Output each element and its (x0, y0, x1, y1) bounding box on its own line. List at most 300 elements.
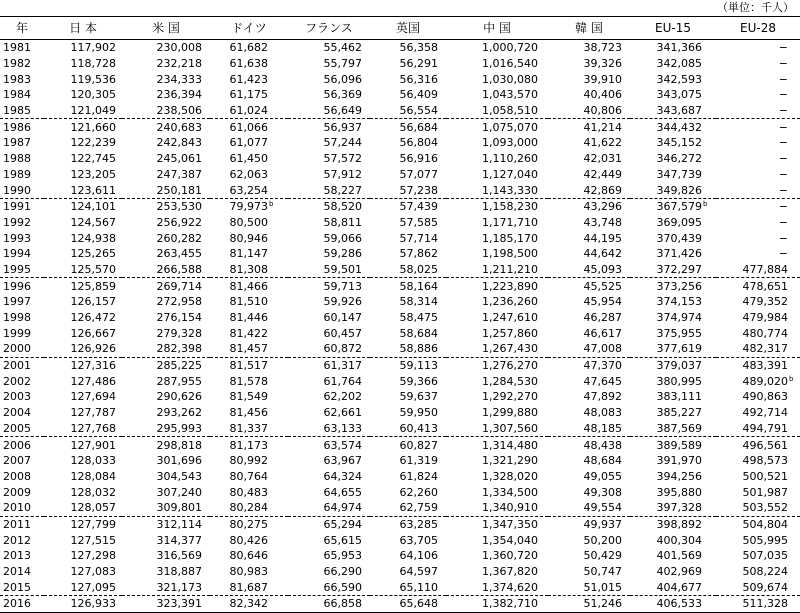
cell-value: 125,265 (70, 247, 116, 261)
cell-value: 57,585 (399, 215, 438, 229)
cell-value: − (778, 104, 788, 118)
cell-value: 64,974 (323, 501, 362, 515)
value-cell (288, 405, 370, 421)
value-cell (716, 532, 800, 548)
value-cell (716, 564, 800, 580)
cell-value: 341,366 (656, 41, 702, 55)
cell-value: − (778, 41, 788, 55)
cell-value: 479,352 (742, 295, 788, 309)
value-cell (716, 278, 800, 294)
cell-value: 56,684 (399, 120, 438, 134)
cell-value: 61,024 (229, 104, 268, 118)
value-cell (548, 453, 630, 469)
value-cell (446, 325, 548, 341)
value-cell (210, 56, 288, 72)
cell-value: 55,462 (323, 41, 362, 55)
value-cell (630, 294, 716, 310)
cell-value: 120,305 (70, 88, 116, 102)
value-cell (548, 56, 630, 72)
year-cell: 2001 (3, 359, 31, 373)
cell-value: 41,622 (583, 136, 622, 150)
value-cell (122, 294, 210, 310)
table-row (0, 389, 800, 405)
value-cell (288, 167, 370, 183)
cell-value: 269,714 (156, 279, 202, 293)
value-cell (370, 325, 446, 341)
cell-value: 61,638 (229, 57, 268, 71)
cell-value: 80,483 (229, 485, 268, 499)
cell-value: 47,370 (583, 359, 622, 373)
value-cell (210, 119, 288, 135)
cell-value: 81,337 (229, 421, 268, 435)
value-cell (44, 341, 122, 357)
value-cell (630, 389, 716, 405)
table-row (0, 516, 800, 532)
value-cell (548, 151, 630, 167)
cell-value: 81,687 (229, 580, 268, 594)
cell-value: 49,308 (583, 485, 622, 499)
value-cell (122, 182, 210, 198)
cell-value: 56,554 (399, 104, 438, 118)
value-cell (446, 579, 548, 595)
value-cell (44, 215, 122, 231)
value-cell (630, 119, 716, 135)
cell-value: 58,886 (399, 342, 438, 356)
value-cell (630, 71, 716, 87)
cell-value: 119,536 (70, 72, 116, 86)
value-cell (122, 564, 210, 580)
value-cell (370, 246, 446, 262)
value-cell (446, 230, 548, 246)
cell-value: 117,902 (70, 41, 116, 55)
value-cell (288, 357, 370, 373)
table-row (0, 167, 800, 183)
cell-value: 372,297 (656, 262, 702, 276)
cell-value: 1,058,510 (482, 104, 538, 118)
cell-value: 1,030,080 (482, 72, 538, 86)
value-cell (548, 71, 630, 87)
cell-value: 66,858 (323, 597, 362, 611)
value-cell (446, 167, 548, 183)
value-cell (716, 262, 800, 278)
cell-value: 377,619 (656, 342, 702, 356)
year-cell: 1985 (0, 103, 44, 119)
value-cell (210, 103, 288, 119)
cell-value: 379,037 (656, 359, 702, 373)
cell-value: 65,953 (323, 549, 362, 563)
cell-value: 369,095 (656, 215, 702, 229)
value-cell (44, 516, 122, 532)
value-cell (716, 246, 800, 262)
cell-value: 56,804 (399, 136, 438, 150)
value-cell (630, 437, 716, 453)
value-cell (716, 500, 800, 516)
value-cell (44, 310, 122, 326)
cell-value: 57,238 (399, 183, 438, 197)
year-cell: 1983 (3, 72, 31, 86)
cell-value: 344,432 (656, 120, 702, 134)
cell-value: − (778, 57, 788, 71)
cell-value: 1,110,260 (482, 152, 538, 166)
cell-value: − (778, 88, 788, 102)
value-cell (446, 278, 548, 294)
cell-value: 1,267,430 (482, 342, 538, 356)
year-cell: 1989 (3, 167, 31, 181)
cell-value: 312,114 (156, 517, 202, 531)
value-cell (716, 341, 800, 357)
value-cell (446, 56, 548, 72)
cell-value: 483,391 (742, 359, 788, 373)
cell-value: 391,970 (656, 454, 702, 468)
cell-value: 253,530 (156, 200, 202, 214)
cell-value: 230,008 (156, 41, 202, 55)
cell-value: 126,926 (70, 342, 116, 356)
cell-value: 256,922 (156, 215, 202, 229)
cell-value: 323,391 (156, 597, 202, 611)
cell-value: 127,768 (70, 421, 116, 435)
cell-value: 61,764 (323, 374, 362, 388)
value-cell (370, 294, 446, 310)
cell-value: 47,008 (583, 342, 622, 356)
cell-value: 480,774 (742, 326, 788, 340)
value-cell (446, 310, 548, 326)
value-cell (370, 215, 446, 231)
value-cell (210, 596, 288, 613)
table-row (0, 357, 800, 373)
value-cell (548, 103, 630, 119)
cell-value: 81,466 (229, 279, 268, 293)
value-cell (44, 167, 122, 183)
cell-value: 307,240 (156, 485, 202, 499)
cell-value: 45,525 (583, 279, 622, 293)
value-cell (446, 484, 548, 500)
value-cell (122, 579, 210, 595)
value-cell (446, 246, 548, 262)
value-cell (446, 437, 548, 453)
value-cell (548, 357, 630, 373)
value-cell (630, 579, 716, 595)
table-body (0, 40, 800, 613)
cell-value: 389,589 (656, 438, 702, 452)
value-cell (548, 579, 630, 595)
value-cell (548, 341, 630, 357)
cell-value: 42,869 (583, 183, 622, 197)
value-cell (44, 135, 122, 151)
value-cell (288, 151, 370, 167)
value-cell (44, 453, 122, 469)
value-cell (370, 119, 446, 135)
table-row (0, 198, 800, 214)
cell-value: 272,958 (156, 295, 202, 309)
year-cell: 2004 (3, 406, 31, 420)
value-cell (446, 40, 548, 56)
value-cell (370, 469, 446, 485)
value-cell (122, 437, 210, 453)
cell-value: 395,880 (656, 485, 702, 499)
table-row (0, 294, 800, 310)
value-cell (210, 310, 288, 326)
cell-value: 500,521 (742, 469, 788, 483)
cell-value: 81,517 (229, 359, 268, 373)
year-cell: 2014 (3, 565, 31, 579)
value-cell (210, 548, 288, 564)
population-table (0, 16, 800, 613)
cell-value: 49,937 (583, 517, 622, 531)
cell-value: 121,049 (70, 104, 116, 118)
cell-value: 1,314,480 (482, 438, 538, 452)
value-cell (122, 596, 210, 613)
cell-value: − (778, 167, 788, 181)
value-cell (122, 103, 210, 119)
value-cell (630, 167, 716, 183)
table-row (0, 325, 800, 341)
value-cell (446, 341, 548, 357)
cell-value: 127,515 (70, 533, 116, 547)
cell-value: − (778, 231, 788, 245)
value-cell (446, 87, 548, 103)
value-cell (716, 40, 800, 56)
value-cell (716, 167, 800, 183)
cell-value: 63,133 (323, 421, 362, 435)
value-cell (44, 357, 122, 373)
cell-value: 57,862 (399, 247, 438, 261)
year-cell: 1982 (3, 57, 31, 71)
cell-value: 127,298 (70, 549, 116, 563)
value-cell (288, 215, 370, 231)
value-cell (288, 230, 370, 246)
cell-value: 39,326 (583, 57, 622, 71)
year-cell: 2016 (0, 596, 44, 613)
cell-value: 56,096 (323, 72, 362, 86)
table-row (0, 119, 800, 135)
cell-value: 80,992 (229, 454, 268, 468)
cell-value: 375,955 (656, 326, 702, 340)
value-cell (288, 119, 370, 135)
cell-value: − (778, 200, 788, 214)
footnote-mark: b (703, 200, 708, 209)
col-header-korea: 韓 国 (575, 21, 603, 35)
value-cell (548, 469, 630, 485)
value-cell (716, 294, 800, 310)
cell-value: 1,000,720 (482, 41, 538, 55)
value-cell (44, 103, 122, 119)
cell-value: 56,649 (323, 104, 362, 118)
value-cell (548, 325, 630, 341)
value-cell (210, 151, 288, 167)
cell-value: 60,413 (399, 421, 438, 435)
value-cell (44, 56, 122, 72)
value-cell (288, 421, 370, 437)
cell-value: 1,143,330 (482, 183, 538, 197)
value-cell (44, 262, 122, 278)
cell-value: 61,450 (229, 152, 268, 166)
cell-value: 342,085 (656, 57, 702, 71)
cell-value: 238,506 (156, 104, 202, 118)
year-cell: 2007 (3, 454, 31, 468)
value-cell (630, 40, 716, 56)
cell-value: 126,157 (70, 295, 116, 309)
cell-value: 82,342 (229, 597, 268, 611)
value-cell (44, 405, 122, 421)
value-cell (288, 579, 370, 595)
value-cell (122, 87, 210, 103)
value-cell (210, 167, 288, 183)
value-cell (630, 310, 716, 326)
year-cell: 1984 (3, 88, 31, 102)
cell-value: 57,912 (323, 167, 362, 181)
value-cell (370, 516, 446, 532)
value-cell (122, 516, 210, 532)
cell-value: 81,422 (229, 326, 268, 340)
cell-value: 44,642 (583, 247, 622, 261)
cell-value: 349,826 (656, 183, 702, 197)
value-cell (288, 262, 370, 278)
value-cell (288, 596, 370, 613)
cell-value: 234,333 (156, 72, 202, 86)
value-cell (210, 135, 288, 151)
year-cell: 2009 (3, 485, 31, 499)
value-cell (548, 437, 630, 453)
cell-value: 61,423 (229, 72, 268, 86)
cell-value: 127,083 (70, 565, 116, 579)
value-cell (210, 532, 288, 548)
value-cell (288, 548, 370, 564)
value-cell (210, 325, 288, 341)
cell-value: 345,152 (656, 136, 702, 150)
value-cell (548, 389, 630, 405)
value-cell (210, 516, 288, 532)
cell-value: 60,827 (399, 438, 438, 452)
cell-value: 66,290 (323, 565, 362, 579)
cell-value: − (778, 152, 788, 166)
year-cell: 2012 (3, 533, 31, 547)
cell-value: 1,299,880 (482, 406, 538, 420)
value-cell (370, 500, 446, 516)
cell-value: 511,328 (742, 597, 788, 611)
value-cell (210, 484, 288, 500)
year-cell: 1994 (3, 247, 31, 261)
cell-value: 64,597 (399, 565, 438, 579)
value-cell (288, 40, 370, 56)
cell-value: 1,043,570 (482, 88, 538, 102)
value-cell (370, 103, 446, 119)
cell-value: 501,987 (742, 485, 788, 499)
value-cell (288, 564, 370, 580)
value-cell (446, 357, 548, 373)
value-cell (548, 564, 630, 580)
value-cell (548, 532, 630, 548)
cell-value: 127,787 (70, 406, 116, 420)
cell-value: 65,110 (399, 580, 438, 594)
value-cell (210, 71, 288, 87)
year-cell: 2010 (0, 500, 44, 516)
table-row (0, 215, 800, 231)
year-cell: 2005 (0, 421, 44, 437)
value-cell (288, 198, 370, 214)
cell-value: 124,938 (70, 231, 116, 245)
cell-value: 1,236,260 (482, 295, 538, 309)
value-cell (716, 405, 800, 421)
cell-value: 57,714 (399, 231, 438, 245)
cell-value: 61,682 (229, 41, 268, 55)
value-cell (122, 151, 210, 167)
value-cell (210, 246, 288, 262)
cell-value: 125,570 (70, 262, 116, 276)
cell-value: 1,347,350 (482, 517, 538, 531)
value-cell (630, 548, 716, 564)
cell-value: 80,426 (229, 533, 268, 547)
value-cell (370, 198, 446, 214)
cell-value: 51,246 (583, 597, 622, 611)
cell-value: 62,202 (323, 390, 362, 404)
table-row (0, 532, 800, 548)
cell-value: 282,398 (156, 342, 202, 356)
cell-value: 118,728 (70, 57, 116, 71)
value-cell (716, 310, 800, 326)
cell-value: 56,937 (323, 120, 362, 134)
cell-value: 47,645 (583, 374, 622, 388)
cell-value: 127,316 (70, 359, 116, 373)
year-cell: 2013 (3, 549, 31, 563)
value-cell (288, 103, 370, 119)
cell-value: 122,745 (70, 152, 116, 166)
cell-value: 59,113 (399, 359, 438, 373)
value-cell (370, 135, 446, 151)
cell-value: 124,101 (70, 200, 116, 214)
cell-value: 121,660 (70, 120, 116, 134)
cell-value: 232,218 (156, 57, 202, 71)
cell-value: 46,287 (583, 311, 622, 325)
cell-value: 1,284,530 (482, 374, 538, 388)
value-cell (446, 469, 548, 485)
value-cell (210, 230, 288, 246)
cell-value: 266,588 (156, 262, 202, 276)
cell-value: 57,439 (399, 200, 438, 214)
value-cell (630, 469, 716, 485)
table-row (0, 87, 800, 103)
cell-value: 58,314 (399, 295, 438, 309)
cell-value: 128,032 (70, 485, 116, 499)
value-cell (370, 87, 446, 103)
col-header-france: フランス (305, 21, 353, 35)
cell-value: 295,993 (156, 421, 202, 435)
table-row (0, 278, 800, 294)
cell-value: 505,995 (742, 533, 788, 547)
value-cell (716, 389, 800, 405)
cell-value: − (778, 120, 788, 134)
value-cell (370, 71, 446, 87)
value-cell (210, 215, 288, 231)
cell-value: 58,164 (399, 279, 438, 293)
value-cell (122, 246, 210, 262)
table-row (0, 151, 800, 167)
value-cell (122, 341, 210, 357)
value-cell (210, 278, 288, 294)
value-cell (630, 405, 716, 421)
cell-value: 404,677 (656, 580, 702, 594)
value-cell (446, 389, 548, 405)
value-cell (446, 500, 548, 516)
value-cell (44, 532, 122, 548)
value-cell (122, 453, 210, 469)
value-cell (630, 484, 716, 500)
cell-value: 62,260 (399, 485, 438, 499)
value-cell (44, 278, 122, 294)
cell-value: 59,286 (323, 247, 362, 261)
table-row (0, 341, 800, 357)
value-cell (630, 262, 716, 278)
cell-value: 56,291 (399, 57, 438, 71)
